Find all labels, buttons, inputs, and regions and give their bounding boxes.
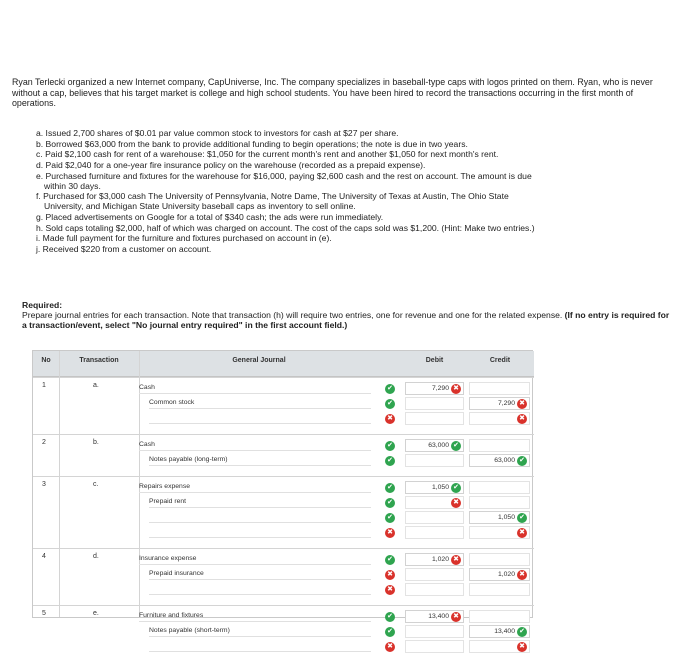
credit-input[interactable]: 1,050 ✔ (469, 511, 530, 524)
check-circle-icon: ✔ (517, 456, 527, 466)
column-header-spacer (379, 351, 403, 377)
transaction-item: c. Paid $2,100 cash for rent of a warehouse: $1,050 for the current month's rent and another $1,050 for next month's rent. (36, 149, 499, 160)
x-circle-icon: ✖ (517, 414, 527, 424)
x-circle-icon: ✖ (451, 612, 461, 622)
column-header-general-journal: General Journal (139, 351, 379, 377)
credit-input[interactable]: 7,290 ✖ (469, 397, 530, 410)
account-field[interactable]: Notes payable (long-term) (149, 454, 371, 466)
credit-input[interactable] (469, 553, 530, 566)
x-circle-icon: ✖ (385, 414, 395, 424)
debit-input[interactable] (405, 583, 464, 596)
check-circle-icon: ✔ (385, 555, 395, 565)
debit-input[interactable] (405, 496, 464, 509)
transaction-list (36, 128, 666, 255)
debit-input[interactable] (405, 568, 464, 581)
x-circle-icon: ✖ (517, 528, 527, 538)
entry-transaction-letter: a. (93, 382, 99, 389)
credit-input[interactable] (469, 640, 530, 653)
check-circle-icon: ✔ (385, 456, 395, 466)
credit-input[interactable] (469, 610, 530, 623)
x-circle-icon: ✖ (385, 570, 395, 580)
x-circle-icon: ✖ (385, 642, 395, 652)
check-circle-icon: ✔ (517, 627, 527, 637)
entry-number: 4 (42, 553, 46, 560)
check-circle-icon: ✔ (385, 513, 395, 523)
credit-input[interactable] (469, 439, 530, 452)
entry-number: 2 (42, 439, 46, 446)
account-field[interactable] (149, 526, 371, 538)
transaction-item: d. Paid $2,040 for a one-year fire insurance policy on the warehouse (recorded as a prepaid expense). (36, 159, 426, 170)
credit-input[interactable] (469, 496, 530, 509)
column-header-no: No (33, 351, 59, 377)
debit-input[interactable]: 1,050 ✔ (405, 481, 464, 494)
entry-number: 5 (42, 610, 46, 617)
debit-input[interactable] (405, 511, 464, 524)
required-note: (If no entry is required for a transaction/event, select "No journal entry required" in the first account field.) (22, 310, 670, 331)
journal-entry-row (33, 476, 534, 548)
x-circle-icon: ✖ (385, 585, 395, 595)
credit-input[interactable] (469, 382, 530, 395)
required-section (22, 300, 672, 330)
entry-number: 3 (42, 481, 46, 488)
debit-input[interactable]: 13,400 ✖ (405, 610, 464, 623)
account-field[interactable]: Common stock (149, 397, 371, 409)
check-circle-icon: ✔ (451, 483, 461, 493)
transaction-item: a. Issued 2,700 shares of $0.01 par value common stock to investors for cash at $27 per share. (36, 128, 399, 138)
x-circle-icon: ✖ (451, 384, 461, 394)
credit-input[interactable]: 63,000 ✔ (469, 454, 530, 467)
x-circle-icon: ✖ (385, 528, 395, 538)
check-circle-icon: ✔ (385, 483, 395, 493)
x-circle-icon: ✖ (517, 642, 527, 652)
account-field[interactable]: Prepaid insurance (149, 568, 371, 580)
transaction-item: g. Placed advertisements on Google for a total of $340 cash; the ads were run immediately. (36, 212, 384, 223)
debit-input[interactable]: 7,290 ✖ (405, 382, 464, 395)
column-header-credit: Credit (466, 351, 534, 377)
debit-input[interactable] (405, 397, 464, 410)
column-header-debit: Debit (403, 351, 466, 377)
check-circle-icon: ✔ (451, 441, 461, 451)
x-circle-icon: ✖ (451, 498, 461, 508)
transaction-item: f. Purchased for $3,000 cash The University of Pennsylvania, Notre Dame, The University of Texas at Austin, The Ohio State University, and Michigan State University baseball caps as inventory to sell online. (36, 191, 509, 212)
credit-input[interactable] (469, 583, 530, 596)
credit-input[interactable] (469, 481, 530, 494)
journal-entry-row (33, 434, 534, 476)
entry-transaction-letter: b. (93, 439, 99, 446)
entry-transaction-letter: c. (93, 481, 99, 488)
check-circle-icon: ✔ (385, 441, 395, 451)
account-field[interactable]: Notes payable (short-term) (149, 625, 371, 637)
transaction-item: e. Purchased furniture and fixtures for the warehouse for $16,000, paying $2,600 cash and the rest on account. The amount is due within 30 days. (36, 170, 532, 191)
transaction-item: i. Made full payment for the furniture and fixtures purchased on account in (e). (36, 233, 332, 244)
check-circle-icon: ✔ (385, 384, 395, 394)
credit-input[interactable]: 13,400 ✔ (469, 625, 530, 638)
entry-transaction-letter: d. (93, 553, 99, 560)
debit-input[interactable] (405, 412, 464, 425)
account-field[interactable]: Insurance expense (139, 553, 371, 565)
column-header-transaction: Transaction (59, 351, 139, 377)
account-field[interactable]: Cash (139, 382, 371, 394)
credit-input[interactable] (469, 526, 530, 539)
account-field[interactable] (149, 583, 371, 595)
transaction-item: h. Sold caps totaling $2,000, half of which was charged on account. The cost of the caps sold was $1,200. (Hint: Make two entries.) (36, 222, 535, 233)
debit-input[interactable]: 63,000 ✔ (405, 439, 464, 452)
required-instructions: Prepare journal entries for each transaction. Note that transaction (h) will require two entries, one for revenue and one for the related expense. (If no entry is required for a transaction/event, select "No journal entry required" in the first account field.) (22, 310, 670, 331)
entry-transaction-letter: e. (93, 610, 99, 617)
account-field[interactable] (149, 640, 371, 652)
check-circle-icon: ✔ (517, 513, 527, 523)
check-circle-icon: ✔ (385, 627, 395, 637)
check-circle-icon: ✔ (385, 399, 395, 409)
entry-number: 1 (42, 382, 46, 389)
x-circle-icon: ✖ (451, 555, 461, 565)
problem-intro: Ryan Terlecki organized a new Internet company, CapUniverse, Inc. The company specializes in baseball-type caps with logos printed on them. Ryan, who is never without a cap, believes that his target market is college and high school students. You have been hired to record the transactions occurring in the first month of operations. (12, 76, 653, 109)
credit-input[interactable]: 1,020 ✖ (469, 568, 530, 581)
account-field[interactable]: Furniture and fixtures (139, 610, 371, 622)
debit-input[interactable] (405, 625, 464, 638)
account-field[interactable] (149, 412, 371, 424)
transaction-item: j. Received $220 from a customer on account. (36, 244, 212, 255)
x-circle-icon: ✖ (517, 399, 527, 409)
debit-input[interactable] (405, 454, 464, 467)
journal-entry-row (33, 377, 534, 434)
check-circle-icon: ✔ (385, 612, 395, 622)
required-heading: Required: (22, 300, 63, 310)
debit-input[interactable] (405, 526, 464, 539)
general-journal-table (32, 350, 533, 650)
journal-entry-row (33, 548, 534, 605)
account-field[interactable] (149, 511, 371, 523)
debit-input[interactable]: 1,020 ✖ (405, 553, 464, 566)
credit-input[interactable] (469, 412, 530, 425)
account-field[interactable]: Prepaid rent (149, 496, 371, 508)
debit-input[interactable] (405, 640, 464, 653)
x-circle-icon: ✖ (517, 570, 527, 580)
check-circle-icon: ✔ (385, 498, 395, 508)
account-field[interactable]: Cash (139, 439, 371, 451)
account-field[interactable]: Repairs expense (139, 481, 371, 493)
journal-entry-row (33, 605, 534, 662)
transaction-item: b. Borrowed $63,000 from the bank to provide additional funding to begin operations; the note is due in two years. (36, 138, 468, 149)
